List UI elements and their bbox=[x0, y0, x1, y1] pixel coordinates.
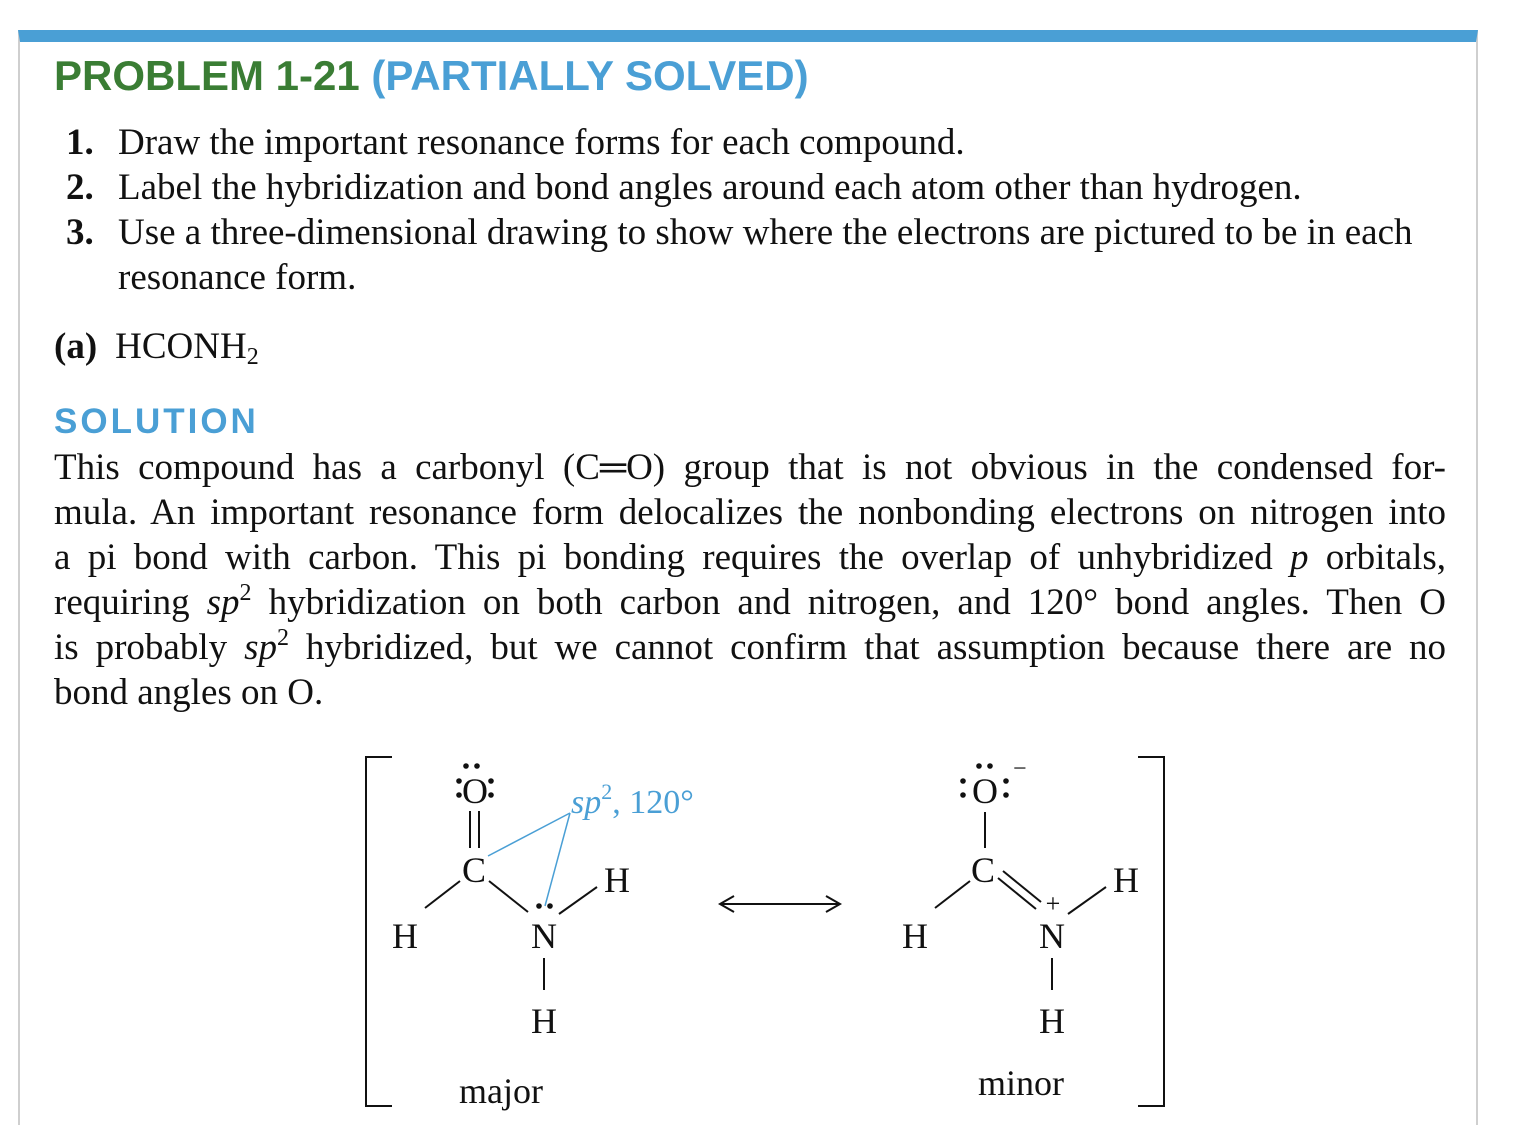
resonance-arrow bbox=[720, 896, 840, 912]
instruction-text: Use a three-dimensional drawing to show where the electrons are pictured to be in each resonance form. bbox=[118, 212, 1413, 298]
solution-text bbox=[54, 445, 1446, 715]
hybridization-annotation bbox=[488, 779, 694, 906]
annotation-pointer-nitrogen bbox=[545, 813, 570, 906]
solution-fragment: a pi bond with carbon. This pi bonding requires the overlap of unhybridized bbox=[54, 537, 1273, 578]
solution-fragment: hybridization on both carbon and nitrogen, and 120° bond angles. Then O bbox=[268, 582, 1446, 623]
minor-oxygen-charge: − bbox=[1013, 756, 1027, 782]
solution-fragment: is probably bbox=[54, 627, 228, 668]
solution-fragment: hybridized, but we cannot confirm that assumption because there are no bbox=[305, 627, 1447, 668]
minor-hydrogen-right: H bbox=[1113, 860, 1139, 900]
sp2-italic: sp bbox=[244, 627, 277, 668]
resonance-diagram bbox=[0, 740, 1532, 1119]
minor-ch-bond bbox=[935, 881, 970, 908]
solution-fragment: orbitals, bbox=[1325, 537, 1447, 578]
part-a-formula: HCONH bbox=[115, 326, 247, 367]
instruction-item bbox=[54, 120, 1454, 165]
sp2-superscript: 2 bbox=[276, 625, 289, 651]
solution-line bbox=[54, 625, 1446, 670]
solution-line: bond angles on O. bbox=[54, 672, 324, 713]
sp2-superscript: 2 bbox=[239, 580, 252, 606]
p-orbital-italic: p bbox=[1290, 537, 1309, 578]
sp2-italic: sp bbox=[206, 582, 240, 623]
instruction-number: 2. bbox=[66, 167, 94, 208]
solution-line bbox=[54, 535, 1446, 580]
minor-label: minor bbox=[978, 1063, 1064, 1103]
instruction-text: Label the hybridization and bond angles around each atom other than hydrogen. bbox=[118, 167, 1302, 208]
minor-nitrogen-atom: N bbox=[1039, 916, 1065, 956]
minor-nh-bond-right bbox=[1068, 887, 1106, 914]
nitrogen-lone-pair bbox=[547, 903, 553, 909]
problem-title bbox=[54, 52, 809, 100]
minor-nitrogen-charge: + bbox=[1045, 889, 1061, 918]
annotation-angle: , 120° bbox=[612, 784, 694, 821]
annotation-sp: sp bbox=[571, 784, 602, 821]
annotation-superscript: 2 bbox=[601, 779, 613, 804]
major-carbon-atom: C bbox=[461, 850, 487, 890]
minor-hydrogen-left: H bbox=[902, 916, 928, 956]
instruction-item bbox=[54, 210, 1454, 300]
problem-status: (PARTIALLY SOLVED) bbox=[371, 52, 809, 99]
instruction-text: Draw the important resonance forms for each compound. bbox=[118, 122, 965, 163]
minor-carbon-atom: C bbox=[970, 850, 996, 890]
major-ch-bond bbox=[425, 881, 460, 908]
right-bracket bbox=[1138, 757, 1164, 1106]
solution-line bbox=[54, 580, 1446, 625]
instruction-number: 1. bbox=[66, 122, 94, 163]
problem-number: PROBLEM 1-21 bbox=[54, 52, 360, 99]
solution-heading: SOLUTION bbox=[54, 402, 259, 441]
annotation-text bbox=[571, 779, 694, 821]
part-a bbox=[54, 325, 259, 371]
nitrogen-lone-pair bbox=[536, 903, 542, 909]
major-cn-bond bbox=[489, 881, 528, 912]
major-label: major bbox=[459, 1071, 543, 1111]
minor-structure bbox=[902, 756, 1139, 1103]
solution-fragment: requiring bbox=[54, 582, 190, 623]
instruction-list bbox=[54, 120, 1454, 300]
part-a-label: (a) bbox=[54, 326, 98, 367]
major-hydrogen-left: H bbox=[392, 916, 418, 956]
solution-line: mula. An important resonance form delocalizes the nonbonding electrons on nitrogen into bbox=[54, 492, 1446, 533]
major-nitrogen-atom: N bbox=[531, 916, 557, 956]
part-a-formula-subscript: 2 bbox=[246, 344, 259, 370]
solution-line: This compound has a carbonyl (C═O) group that is not obvious in the condensed for- bbox=[54, 447, 1446, 488]
annotation-pointer-carbon bbox=[488, 813, 570, 856]
instruction-item bbox=[54, 165, 1454, 210]
major-oxygen-atom: O bbox=[462, 771, 488, 811]
minor-hydrogen-bottom: H bbox=[1039, 1001, 1065, 1041]
instruction-number: 3. bbox=[66, 212, 94, 253]
major-hydrogen-right: H bbox=[604, 860, 630, 900]
major-hydrogen-bottom: H bbox=[531, 1001, 557, 1041]
minor-oxygen-atom: O bbox=[972, 771, 998, 811]
major-nh-bond-right bbox=[559, 887, 597, 914]
left-bracket bbox=[366, 757, 392, 1106]
